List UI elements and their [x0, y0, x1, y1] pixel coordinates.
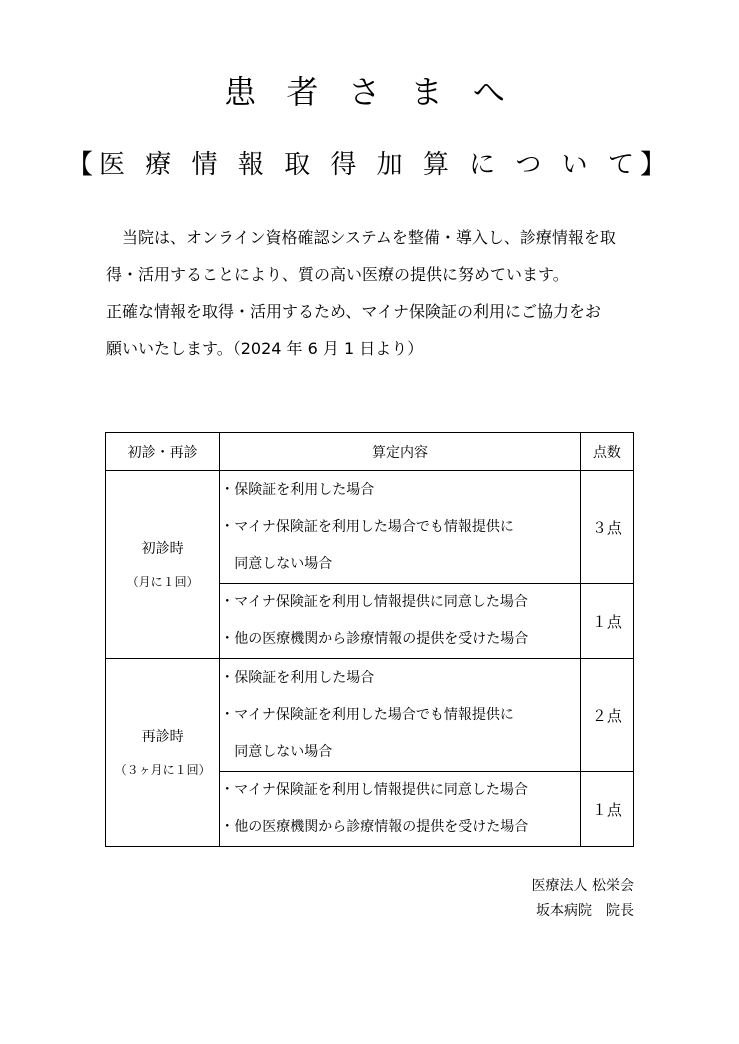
body-line: 正確な情報を取得・活用するため、マイナ保険証の利用にご協力をお — [106, 302, 602, 321]
column-header-points: 点数 — [580, 433, 633, 471]
content-item: ・マイナ保険証を利用した場合でも情報提供に — [220, 518, 514, 535]
visit-type-label: 再診時 — [141, 728, 184, 745]
table-header-row — [106, 433, 634, 471]
notice-body — [106, 219, 646, 367]
fee-table — [105, 432, 634, 847]
content-cell — [220, 659, 581, 772]
page-subtitle: 【医 療 情 報 取 得 加 算 に つ い て】 — [67, 150, 672, 180]
content-item: ・保険証を利用した場合 — [220, 481, 375, 498]
body-line: 得・活用することにより、質の高い医療の提供に努めています。 — [106, 265, 569, 284]
points-cell: １点 — [580, 772, 633, 847]
visit-type-label: 初診時 — [141, 540, 184, 557]
content-cell — [220, 471, 581, 584]
content-item: ・他の医療機関から診療情報の提供を受けた場合 — [220, 631, 529, 647]
column-header-visit-type: 初診・再診 — [106, 433, 220, 471]
content-cell — [220, 772, 581, 847]
points-cell: ３点 — [580, 471, 633, 584]
table-row — [106, 471, 634, 584]
content-item: ・保険証を利用した場合 — [220, 669, 375, 686]
points-cell: １点 — [580, 584, 633, 659]
content-item-continuation: 同意しない場合 — [234, 555, 333, 572]
visit-frequency-note: （月に１回） — [126, 574, 199, 589]
content-item: ・マイナ保険証を利用し情報提供に同意した場合 — [220, 782, 528, 798]
content-item-continuation: 同意しない場合 — [234, 743, 333, 760]
content-item: ・マイナ保険証を利用し情報提供に同意した場合 — [220, 594, 528, 610]
visit-type-cell — [106, 471, 220, 659]
page-title: 患 者 さ ま へ — [224, 73, 515, 111]
content-item: ・マイナ保険証を利用した場合でも情報提供に — [220, 706, 514, 723]
content-item: ・他の医療機関から診療情報の提供を受けた場合 — [220, 819, 529, 835]
column-header-content: 算定内容 — [220, 433, 581, 471]
body-line: 当院は、オンライン資格確認システムを整備・導入し、診療情報を取 — [122, 228, 616, 247]
visit-type-cell — [106, 659, 220, 847]
body-line: 願いいたします。（2024 年 6 月 1 日より） — [106, 339, 424, 358]
organization-name: 医療法人 松栄会 — [531, 878, 634, 894]
table-row — [106, 659, 634, 772]
content-cell — [220, 584, 581, 659]
points-cell: ２点 — [580, 659, 633, 772]
visit-frequency-note: （３ヶ月に１回） — [114, 762, 211, 777]
signer-name: 坂本病院 院長 — [536, 903, 634, 919]
